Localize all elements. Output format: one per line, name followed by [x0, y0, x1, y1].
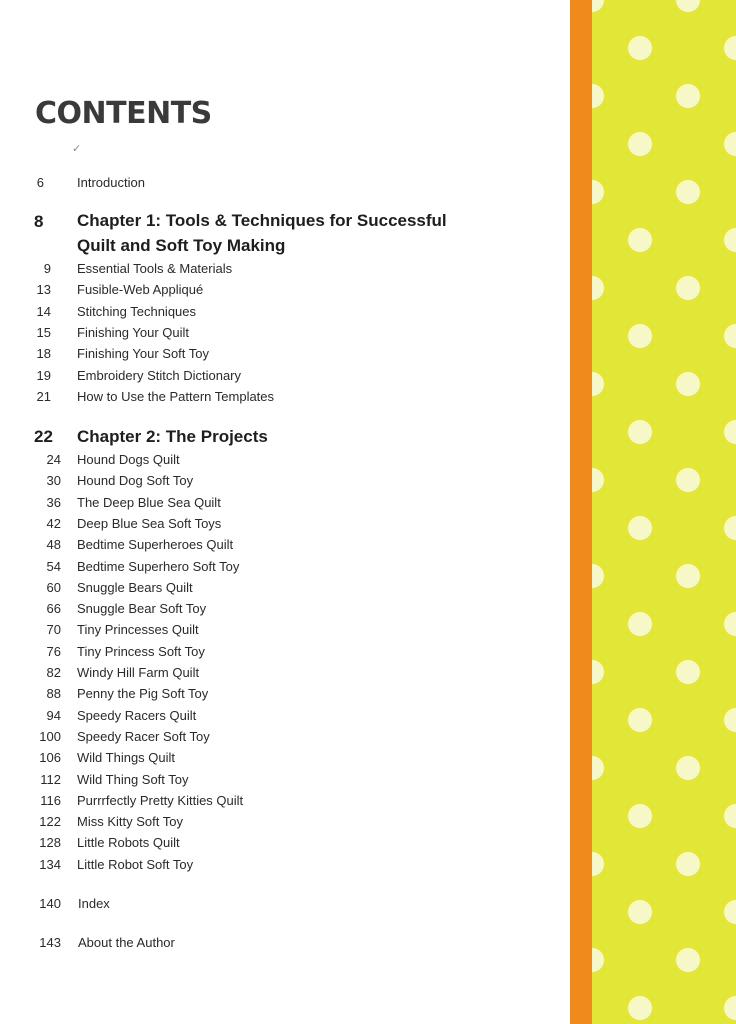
entry-label: Fusible-Web Appliqué: [77, 282, 204, 298]
page-number: 36: [46, 494, 61, 510]
entry-label: Finishing Your Quilt: [77, 324, 190, 340]
page-number: 70: [46, 622, 61, 638]
entry-label: Bedtime Superheroes Quilt: [77, 537, 234, 553]
entry-label: Bedtime Superhero Soft Toy: [77, 558, 240, 574]
chapter-title-line2: Quilt and Soft Toy Making: [77, 236, 286, 255]
page-number: 100: [39, 728, 61, 744]
entry-label: Tiny Princesses Quilt: [77, 622, 199, 638]
polka-dot-panel: [592, 0, 736, 1024]
entry-label: Miss Kitty Soft Toy: [77, 814, 183, 830]
page-number: 140: [39, 896, 61, 911]
page-number: 94: [46, 707, 61, 723]
entry-label: Little Robots Quilt: [77, 835, 180, 851]
entry-label: Little Robot Soft Toy: [77, 856, 194, 872]
entry-label: Index: [78, 896, 110, 911]
entry-label: Penny the Pig Soft Toy: [77, 686, 209, 702]
entry-label: Tiny Princess Soft Toy: [77, 643, 205, 659]
chapter-page-number: 8: [34, 212, 44, 231]
page-number: 21: [36, 388, 51, 404]
entry-label: Deep Blue Sea Soft Toys: [77, 515, 222, 531]
entry-label: How to Use the Pattern Templates: [77, 388, 275, 404]
entry-label: Wild Things Quilt: [77, 750, 176, 766]
page-number: 19: [36, 367, 51, 383]
entry-label: The Deep Blue Sea Quilt: [77, 494, 221, 510]
page-number: 24: [46, 452, 61, 467]
page-number: 30: [46, 473, 61, 489]
page-number: 13: [36, 282, 51, 298]
page-number: 112: [40, 771, 61, 787]
chapter-page-number: 22: [34, 427, 53, 446]
page-number: 128: [39, 835, 61, 851]
page-number: 15: [36, 324, 51, 340]
page-number: 106: [39, 750, 61, 766]
entry-label: Embroidery Stitch Dictionary: [77, 367, 241, 383]
entry-label: Hound Dogs Quilt: [77, 452, 180, 467]
entry-label: Windy Hill Farm Quilt: [77, 665, 200, 680]
entry-label: Speedy Racers Quilt: [77, 707, 197, 723]
entry-label: Purrrfectly Pretty Kitties Quilt: [77, 792, 244, 808]
entry-label: Introduction: [77, 175, 145, 190]
page-number: 14: [36, 303, 51, 319]
page-number: 54: [46, 558, 61, 574]
chapter-title-line1: Chapter 1: Tools & Techniques for Successful: [77, 211, 447, 230]
page-number: 60: [46, 579, 61, 595]
page-number: 122: [39, 814, 61, 830]
page-number: 18: [36, 346, 51, 362]
page-number: 116: [40, 792, 61, 808]
entry-label: Finishing Your Soft Toy: [77, 346, 210, 362]
entry-label: Wild Thing Soft Toy: [77, 771, 189, 787]
entry-label: Snuggle Bear Soft Toy: [77, 601, 207, 617]
entry-label: Essential Tools & Materials: [77, 261, 233, 276]
page-number: 66: [46, 601, 61, 617]
contents-title: CONTENTS: [35, 96, 212, 131]
entry-label: About the Author: [78, 935, 175, 950]
chapter-title-line1: Chapter 2: The Projects: [77, 427, 268, 446]
page-number: 143: [39, 935, 61, 950]
title-check-mark: ✓: [72, 143, 82, 155]
page-number: 88: [46, 686, 61, 702]
page-number: 6: [36, 175, 44, 190]
entry-label: Snuggle Bears Quilt: [77, 579, 193, 595]
page-number: 42: [46, 515, 61, 531]
page-number: 82: [46, 665, 61, 680]
entry-label: Stitching Techniques: [77, 303, 197, 319]
entry-label: Hound Dog Soft Toy: [77, 473, 194, 489]
page-number: 48: [46, 537, 61, 553]
orange-stripe: [570, 0, 592, 1024]
entry-label: Speedy Racer Soft Toy: [77, 728, 210, 744]
page-number: 9: [43, 261, 51, 276]
page-number: 76: [46, 643, 61, 659]
page-number: 134: [39, 856, 61, 872]
